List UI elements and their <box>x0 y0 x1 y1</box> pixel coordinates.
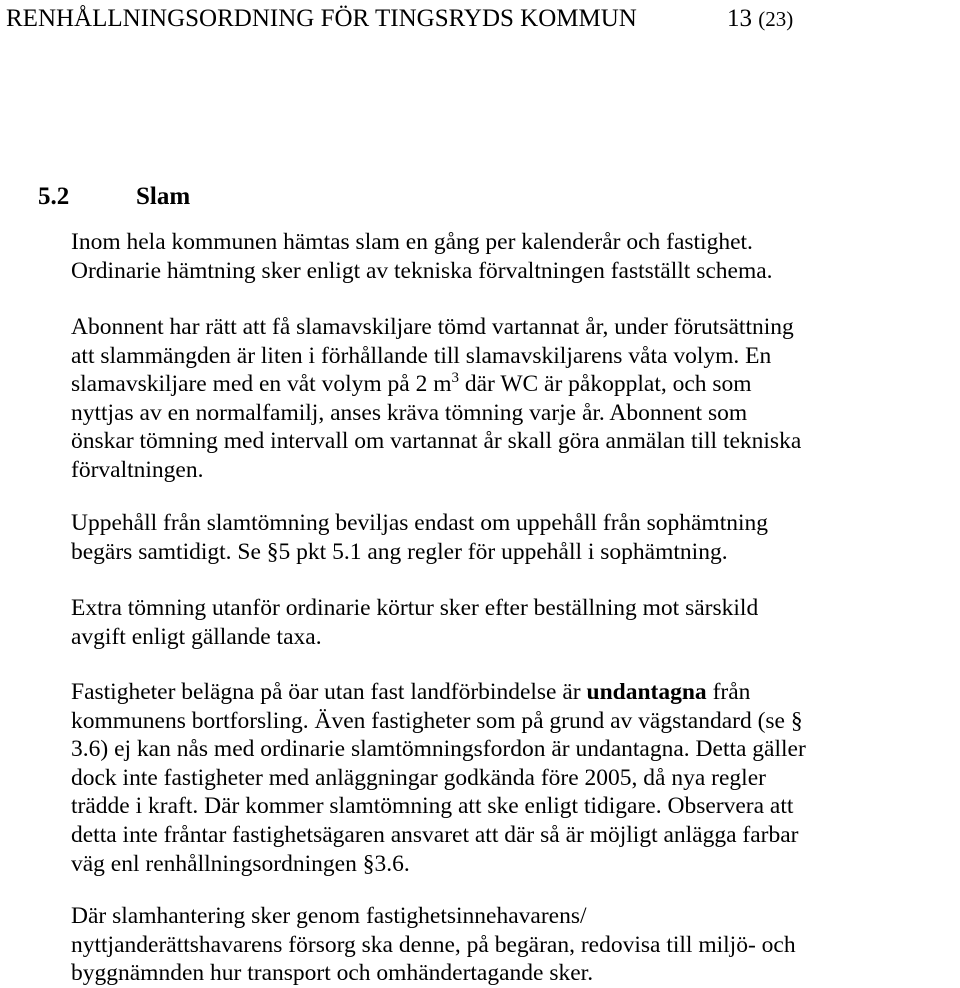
text-line: detta inte fråntar fastighetsägaren ansvaret att där så är möjligt anlägga farbar <box>71 821 799 848</box>
paragraph-biennial-emptying <box>71 313 956 485</box>
text-line: Ordinarie hämtning sker enligt av tekniska förvaltningen fastställt schema. <box>71 257 773 284</box>
text-line: att slammängden är liten i förhållande till slamavskiljarens våta volym. En <box>71 342 772 369</box>
emphasis-undantagna: undantagna <box>586 679 707 705</box>
page-total: (23) <box>758 7 794 31</box>
text-segment: där WC är påkopplat, och som <box>458 371 752 398</box>
page-number <box>727 3 793 35</box>
text-line: Uppehåll från slamtömning beviljas endast om uppehåll från sophämtning <box>71 510 769 536</box>
paragraph-extra-emptying <box>71 594 956 651</box>
text-line: Abonnent har rätt att få slamavskiljare tömd vartannat år, under förutsättning <box>71 314 794 340</box>
text-line: Inom hela kommunen hämtas slam en gång per kalenderår och fastighet. <box>71 229 753 255</box>
text-segment: från <box>706 679 751 705</box>
paragraph-exemptions <box>71 678 956 878</box>
text-line <box>71 678 956 707</box>
text-line: dock inte fastigheter med anläggningar godkända före 2005, då nya regler <box>71 764 766 791</box>
text-line: trädde i kraft. Där kommer slamtömning att ske enligt tidigare. Observera att <box>71 793 794 820</box>
paragraph-collection-frequency <box>71 228 956 285</box>
text-line: förvaltningen. <box>71 456 204 483</box>
text-line: kommunens bortforsling. Även fastigheter som på grund av vägstandard (se § <box>71 707 803 734</box>
page-current: 13 <box>727 5 752 32</box>
text-line: 3.6) ej kan nås med ordinarie slamtömningsfordon är undantagna. Detta gäller <box>71 736 806 763</box>
paragraph-suspension <box>71 509 956 566</box>
text-line: Där slamhantering sker genom fastighetsinnehavarens/ <box>71 903 587 929</box>
section-title: Slam <box>136 183 191 210</box>
text-line <box>71 370 956 399</box>
section-heading <box>38 181 190 213</box>
paragraph-own-handling <box>71 902 956 988</box>
text-line: byggnämnden hur transport och omhändertagande sker. <box>71 960 594 987</box>
text-line: önskar tömning med intervall om vartannat år skall göra anmälan till tekniska <box>71 428 802 455</box>
text-segment: Fastigheter belägna på öar utan fast landförbindelse är <box>71 679 587 705</box>
text-line: begärs samtidigt. Se §5 pkt 5.1 ang regler för uppehåll i sophämtning. <box>71 538 728 565</box>
superscript-cubic: 3 <box>451 370 459 387</box>
text-line: avgift enligt gällande taxa. <box>71 623 322 650</box>
text-line: Extra tömning utanför ordinarie körtur sker efter beställning mot särskild <box>71 595 759 621</box>
section-number: 5.2 <box>38 183 70 210</box>
text-line: nyttjanderättshavarens försorg ska denne, på begäran, redovisa till miljö- och <box>71 931 796 958</box>
text-segment: slamavskiljare med en våt volym på 2 m <box>71 371 452 398</box>
text-line: väg enl renhållningsordningen §3.6. <box>71 850 410 877</box>
text-line: nyttjas av en normalfamilj, anses kräva tömning varje år. Abonnent som <box>71 399 748 426</box>
document-title: RENHÅLLNINGSORDNING FÖR TINGSRYDS KOMMUN <box>6 5 637 32</box>
page-header <box>6 3 906 35</box>
